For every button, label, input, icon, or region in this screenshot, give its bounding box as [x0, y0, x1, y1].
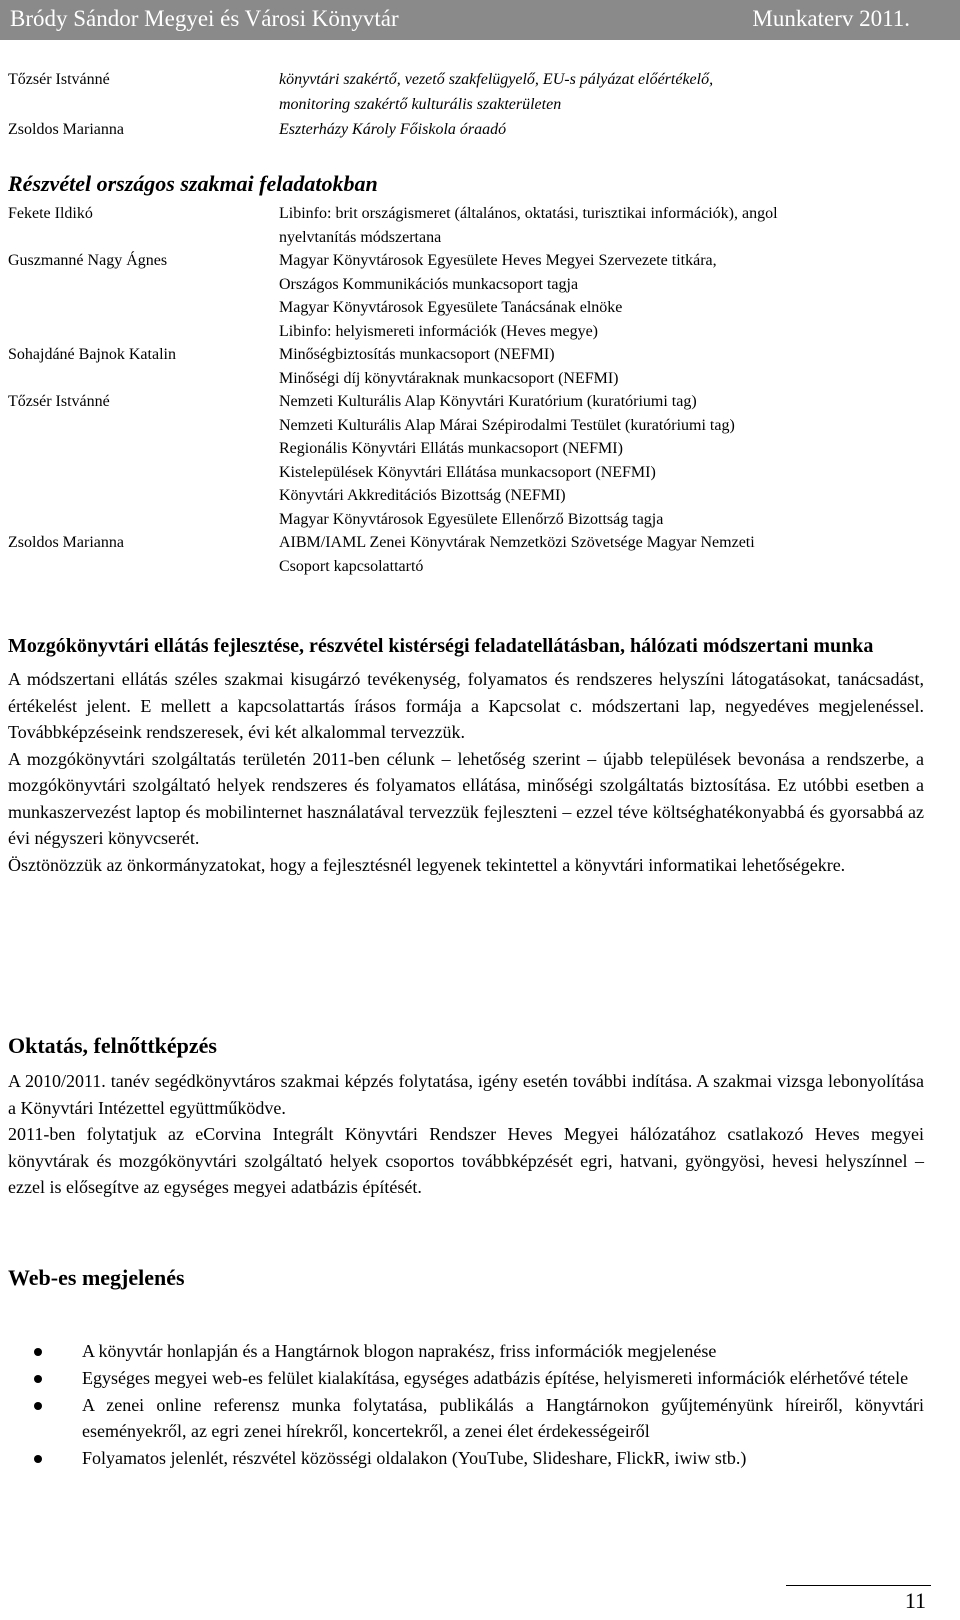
staff-name: Tőzsér Istvánné: [8, 393, 110, 410]
footer-rule: [786, 1585, 931, 1586]
staff-name: Tőzsér Istvánné: [8, 71, 110, 88]
role-line: nyelvtanítás módszertana: [279, 229, 442, 246]
participation-title: Részvétel országos szakmai feladatokban: [8, 171, 378, 196]
role-line: Magyar Könyvtárosok Egyesülete Ellenőrző Bizottság tagja: [279, 511, 664, 528]
section-heading: Web-es megjelenés: [8, 1265, 185, 1290]
list-item: Folyamatos jelenlét, részvétel közösségi oldalakon (YouTube, Slideshare, FlickR, iwiw stb.): [8, 1445, 924, 1471]
role-line: Minőségi díj könyvtáraknak munkacsoport (NEFMI): [279, 370, 619, 387]
bullet-icon: [34, 1375, 42, 1383]
staff-name: Guszmanné Nagy Ágnes: [8, 252, 168, 269]
role-line: Regionális Könyvtári Ellátás munkacsoport (NEFMI): [279, 440, 623, 457]
staff-role: Eszterházy Károly Főiskola óraadó: [279, 121, 507, 138]
paragraph: 2011-ben folytatjuk az eCorvina Integrált Könyvtári Rendszer Heves Megyei hálózatához csatlakozó Heves megyei könyvtárak és mozgókönyvtári szolgáltató helyek csoportos továbbképzését egri, hatvani, gyöngyösi, hevesi helyszínnel – ezzel is elősegítve az egységes megyei adatbázis építését.: [8, 1124, 924, 1197]
web-bullet-list: [8, 1338, 924, 1472]
mobile-library-section: [8, 632, 924, 878]
page-number: 11: [904, 1588, 926, 1613]
section-heading: Oktatás, felnőttképzés: [8, 1033, 217, 1058]
header-document-title: Munkaterv 2011.: [752, 6, 910, 31]
role-line: Magyar Könyvtárosok Egyesülete Tanácsának elnöke: [279, 299, 623, 316]
staff-name: Fekete Ildikó: [8, 205, 93, 222]
staff-role: könyvtári szakértő, vezető szakfelügyelő, EU-s pályázat előértékelő,: [279, 71, 714, 88]
role-line: Csoport kapcsolattartó: [279, 558, 424, 575]
role-line: AIBM/IAML Zenei Könyvtárak Nemzetközi Szövetsége Magyar Nemzeti: [279, 534, 755, 551]
paragraph: A 2010/2011. tanév segédkönyvtáros szakmai képzés folytatása, igény esetén további indítása. A szakmai vizsga lebonyolítása a Könyvtári Intézettel együttműködve.: [8, 1071, 924, 1118]
staff-name: Zsoldos Marianna: [8, 534, 124, 551]
bullet-icon: [34, 1455, 42, 1463]
staff-name: Sohajdáné Bajnok Katalin: [8, 346, 176, 363]
paragraph: A módszertani ellátás széles szakmai kisugárzó tevékenység, folyamatos és rendszeres helyszíni látogatásokat, tanácsadást, értékelést jelent. E mellett a kapcsolattartás írásos formája a Kapcsolat c. módszertani lap, negyedéves megjelenéssel. Továbbképzéseink rendszeresek, évi két alkalommal tervezzük.: [8, 669, 924, 742]
bullet-icon: [34, 1402, 42, 1410]
role-line: Minőségbiztosítás munkacsoport (NEFMI): [279, 346, 555, 363]
role-line: Országos Kommunikációs munkacsoport tagja: [279, 276, 579, 293]
role-line: Magyar Könyvtárosok Egyesülete Heves Megyei Szervezete titkára,: [279, 252, 717, 269]
education-section: [8, 1068, 924, 1201]
page-header: [0, 0, 960, 40]
role-line: Libinfo: helyismereti információk (Heves megye): [279, 323, 599, 340]
section-heading: Mozgókönyvtári ellátás fejlesztése, részvétel kistérségi feladatellátásban, hálózati módszertani munka: [8, 635, 874, 657]
list-item: A könyvtár honlapján és a Hangtárnok blogon naprakész, friss információk megjelenése: [8, 1338, 924, 1364]
role-line: Kistelepülések Könyvtári Ellátása munkacsoport (NEFMI): [279, 464, 656, 481]
list-item: A zenei online referensz munka folytatása, publikálás a Hangtárnokon gyűjteményünk híreiről, könyvtári eseményekről, az egri zenei hírekről, koncertekről, a zenei élet érdekességeiről: [8, 1392, 924, 1444]
paragraph: Ösztönözzük az önkormányzatokat, hogy a fejlesztésnél legyenek tekintettel a könyvtári informatikai lehetőségekre.: [8, 854, 846, 875]
role-line: Könyvtári Akkreditációs Bizottság (NEFMI): [279, 487, 566, 504]
bullet-icon: [34, 1348, 42, 1356]
list-item: Egységes megyei web-es felület kialakítása, egységes adatbázis építése, helyismereti információk elérhetővé tétele: [8, 1365, 924, 1391]
header-library-name: Bródy Sándor Megyei és Városi Könyvtár: [10, 6, 399, 31]
role-line: Nemzeti Kulturális Alap Könyvtári Kuratórium (kuratóriumi tag): [279, 393, 697, 410]
staff-name: Zsoldos Marianna: [8, 121, 124, 138]
role-line: Nemzeti Kulturális Alap Márai Szépirodalmi Testület (kuratóriumi tag): [279, 417, 735, 434]
paragraph: A mozgókönyvtári szolgáltatás területén 2011-ben célunk – lehetőség szerint – újabb települések bevonása a rendszerbe, a mozgókönyvtári szolgáltató helyek rendszeres és folyamatos ellátása, minőségi szolgáltatás biztosítása. Ez utóbbi esetben a munkaszervezést laptop és mobilinternet használatával tervezzük fejleszteni – ezzel téve költséghatékonyabbá és gyorsabbá az évi négyszeri könyvcserét.: [8, 748, 924, 848]
role-line: Libinfo: brit országismeret (általános, oktatási, turisztikai információk), angol: [279, 205, 778, 222]
staff-role: monitoring szakértő kulturális szakterületen: [279, 96, 562, 113]
